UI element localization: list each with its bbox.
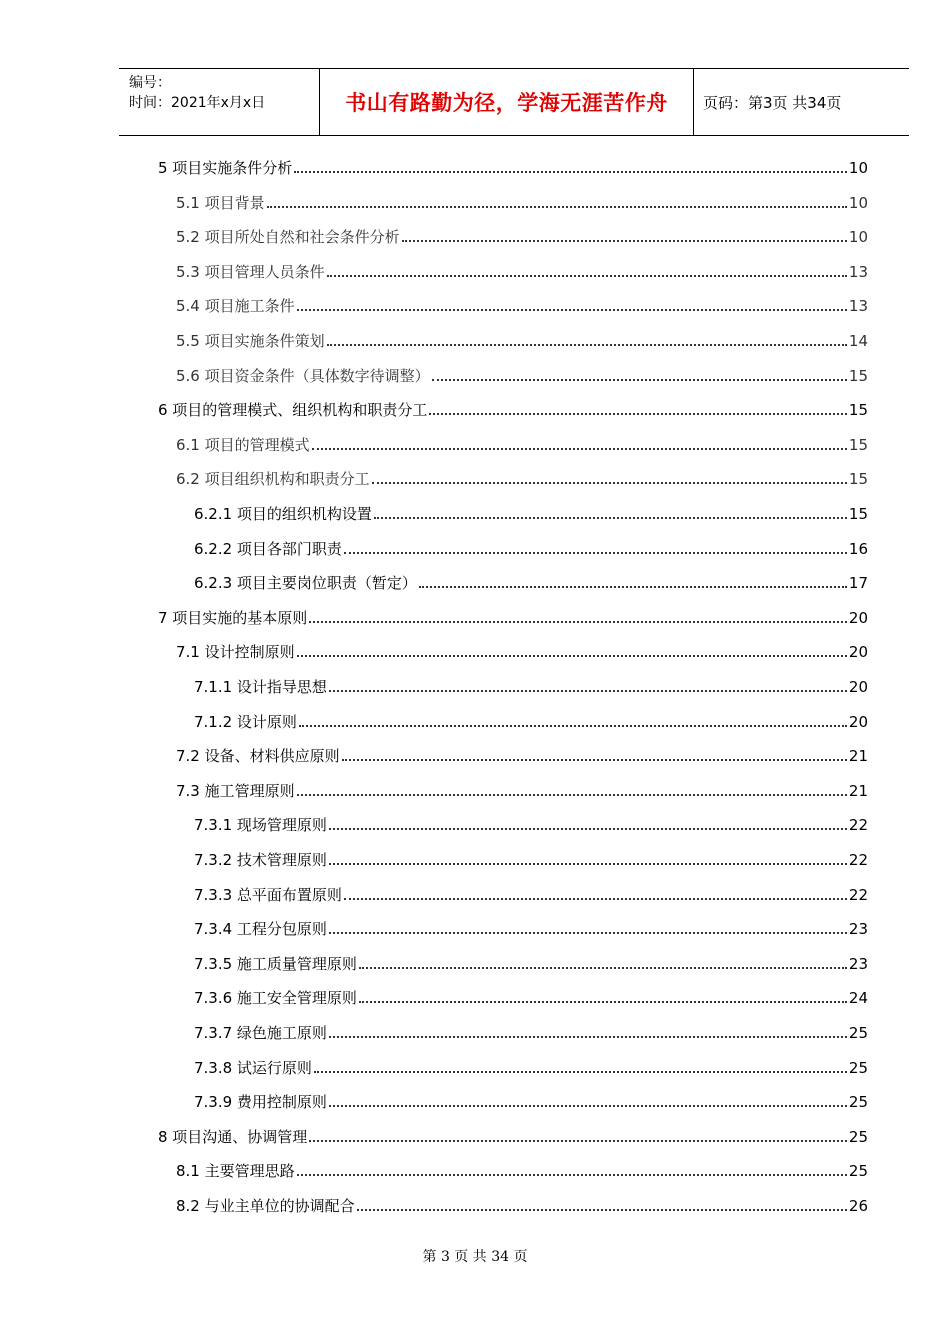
toc-entry-label: 7.3.6 施工安全管理原则 [194, 989, 357, 1008]
toc-leader-dots [294, 171, 847, 173]
toc-entry-page: 15 [848, 435, 868, 454]
toc-entry[interactable] [176, 258, 868, 282]
toc-entry[interactable] [194, 535, 868, 559]
toc-entry[interactable] [176, 431, 868, 455]
toc-entry-label: 7.2 设备、材料供应原则 [176, 747, 340, 766]
toc-entry-page: 25 [848, 1024, 868, 1042]
toc-entry-label: 7.3.5 施工质量管理原则 [194, 954, 357, 973]
toc-leader-dots [359, 1001, 847, 1003]
toc-entry[interactable] [194, 569, 868, 593]
toc-leader-dots [329, 1105, 847, 1107]
toc-entry[interactable] [176, 362, 868, 386]
toc-leader-dots [432, 379, 847, 381]
toc-entry[interactable] [176, 189, 868, 213]
toc-entry-page: 23 [848, 954, 868, 973]
toc-entry[interactable] [194, 881, 868, 905]
toc-entry[interactable] [158, 604, 868, 628]
toc-entry[interactable] [194, 673, 868, 697]
toc-entry-label: 7.3.1 现场管理原则 [194, 816, 327, 835]
toc-leader-dots [357, 1209, 847, 1211]
toc-leader-dots [299, 725, 847, 727]
toc-entry-label: 7.3.4 工程分包原则 [194, 920, 327, 939]
toc-leader-dots [374, 517, 847, 519]
toc-entry-label: 5.4 项目施工条件 [176, 297, 295, 316]
toc-entry-label: 7.1 设计控制原则 [176, 643, 295, 662]
toc-entry-page: 15 [848, 366, 868, 385]
toc-entry-label: 8.2 与业主单位的协调配合 [176, 1197, 355, 1215]
toc-entry-label: 5.3 项目管理人员条件 [176, 262, 325, 281]
toc-entry-page: 20 [848, 643, 868, 662]
toc-leader-dots [359, 967, 847, 969]
toc-entry-page: 16 [848, 539, 868, 558]
page-footer: 第 3 页 共 34 页 [422, 1249, 528, 1265]
toc-leader-dots [312, 448, 847, 450]
toc-entry[interactable] [176, 292, 868, 316]
toc-entry-label: 5 项目实施条件分析 [158, 159, 293, 177]
toc-entry-page: 10 [848, 193, 868, 212]
toc-leader-dots [327, 275, 847, 277]
toc-entry-page: 22 [848, 851, 868, 869]
toc-entry[interactable] [176, 223, 868, 247]
toc-entry-label: 7.3.3 总平面布置原则 [194, 885, 342, 904]
toc-entry-label: 7.3.7 绿色施工原则 [194, 1024, 327, 1042]
toc-entry-label: 5.5 项目实施条件策划 [176, 332, 325, 350]
toc-entry-page: 10 [848, 228, 868, 247]
toc-entry[interactable] [158, 1123, 868, 1147]
toc-entry-page: 26 [848, 1197, 868, 1215]
toc-entry-label: 7 项目实施的基本原则 [158, 608, 308, 627]
toc-entry[interactable] [194, 811, 868, 835]
toc-entry-page: 13 [848, 262, 868, 281]
toc-entry[interactable] [176, 1192, 868, 1216]
toc-entry-label: 7.1.2 设计原则 [194, 712, 297, 731]
toc-leader-dots [297, 794, 847, 796]
toc-entry[interactable] [176, 638, 868, 662]
toc-entry-page: 25 [848, 1058, 868, 1077]
toc-entry-label: 8.1 主要管理思路 [176, 1162, 295, 1181]
toc-entry-label: 7.1.1 设计指导思想 [194, 678, 327, 696]
toc-leader-dots [402, 240, 847, 242]
toc-leader-dots [329, 932, 847, 934]
toc-entry-page: 21 [848, 747, 868, 766]
toc-entry-page: 14 [848, 332, 868, 350]
toc-entry-page: 15 [848, 505, 868, 523]
toc-entry[interactable] [176, 1157, 868, 1181]
toc-entry-page: 20 [848, 712, 868, 731]
toc-leader-dots [329, 1036, 847, 1038]
toc-entry-page: 24 [848, 989, 868, 1008]
toc-entry[interactable] [194, 984, 868, 1008]
toc-entry[interactable] [194, 500, 868, 524]
toc-entry-label: 6.1 项目的管理模式 [176, 435, 310, 454]
toc-entry[interactable] [176, 465, 868, 489]
toc-entry[interactable] [194, 1054, 868, 1078]
toc-entry[interactable] [158, 154, 868, 178]
toc-entry-label: 6.2.1 项目的组织机构设置 [194, 505, 372, 523]
header-meta [119, 69, 320, 135]
page-header [119, 68, 909, 136]
toc-leader-dots [297, 1174, 847, 1176]
toc-entry-page: 20 [848, 678, 868, 696]
toc-entry[interactable] [194, 915, 868, 939]
toc-entry-label: 5.2 项目所处自然和社会条件分析 [176, 228, 400, 247]
toc-entry-label: 7.3.9 费用控制原则 [194, 1093, 327, 1112]
toc-entry-page: 23 [848, 920, 868, 939]
toc-entry-page: 25 [848, 1093, 868, 1112]
toc-entry-page: 22 [848, 816, 868, 835]
toc-entry-label: 7.3 施工管理原则 [176, 781, 295, 800]
toc-entry-page: 15 [848, 470, 868, 489]
toc-entry[interactable] [194, 708, 868, 732]
toc-leader-dots [344, 898, 847, 900]
toc-leader-dots [329, 863, 847, 865]
toc-entry[interactable] [176, 327, 868, 351]
toc-entry-label: 7.3.8 试运行原则 [194, 1058, 312, 1077]
toc-entry[interactable] [194, 846, 868, 870]
toc-entry[interactable] [194, 1088, 868, 1112]
toc-leader-dots [344, 552, 847, 554]
toc-leader-dots [429, 413, 847, 415]
toc-entry-label: 6 项目的管理模式、组织机构和职责分工 [158, 401, 428, 420]
toc-leader-dots [267, 206, 847, 208]
toc-entry-label: 5.6 项目资金条件（具体数字待调整） [176, 366, 430, 385]
toc-entry[interactable] [194, 1019, 868, 1043]
toc-entry[interactable] [176, 742, 868, 766]
toc-leader-dots [419, 586, 847, 588]
toc-entry-page: 15 [848, 401, 868, 420]
toc-leader-dots [297, 309, 847, 311]
toc-entry-label: 6.2.2 项目各部门职责 [194, 539, 342, 558]
toc-leader-dots [309, 1140, 847, 1142]
toc-entry-page: 17 [848, 574, 868, 593]
toc-leader-dots [327, 344, 847, 346]
toc-entry-label: 6.2 项目组织机构和职责分工 [176, 470, 370, 489]
toc-leader-dots [329, 828, 847, 830]
toc-entry[interactable] [176, 777, 868, 801]
header-page-info: 页码：第3页 共34页 [703, 93, 842, 112]
number-label: 编号： [129, 75, 171, 91]
toc-entry-label: 5.1 项目背景 [176, 193, 265, 212]
toc-leader-dots [314, 1071, 847, 1073]
toc-entry[interactable] [158, 396, 868, 420]
toc-entry-page: 22 [848, 885, 868, 904]
toc-leader-dots [342, 759, 847, 761]
toc-entry-label: 8 项目沟通、协调管理 [158, 1127, 308, 1146]
toc-entry-page: 25 [848, 1162, 868, 1181]
toc-entry-page: 21 [848, 781, 868, 800]
toc-entry-page: 20 [848, 608, 868, 627]
toc-entry-page: 13 [848, 297, 868, 316]
toc-entry-label: 7.3.2 技术管理原则 [194, 851, 327, 869]
toc-leader-dots [372, 482, 847, 484]
toc-leader-dots [309, 621, 847, 623]
toc-leader-dots [329, 690, 847, 692]
toc-entry[interactable] [194, 950, 868, 974]
time-label: 时间：2021年x月x日 [129, 95, 266, 111]
toc-leader-dots [297, 655, 847, 657]
toc-entry-label: 6.2.3 项目主要岗位职责（暂定） [194, 574, 417, 593]
toc-entry-page: 25 [848, 1127, 868, 1146]
toc-entry-page: 10 [848, 159, 868, 177]
header-motto: 书山有路勤为径，学海无涯苦作舟 [320, 69, 694, 135]
